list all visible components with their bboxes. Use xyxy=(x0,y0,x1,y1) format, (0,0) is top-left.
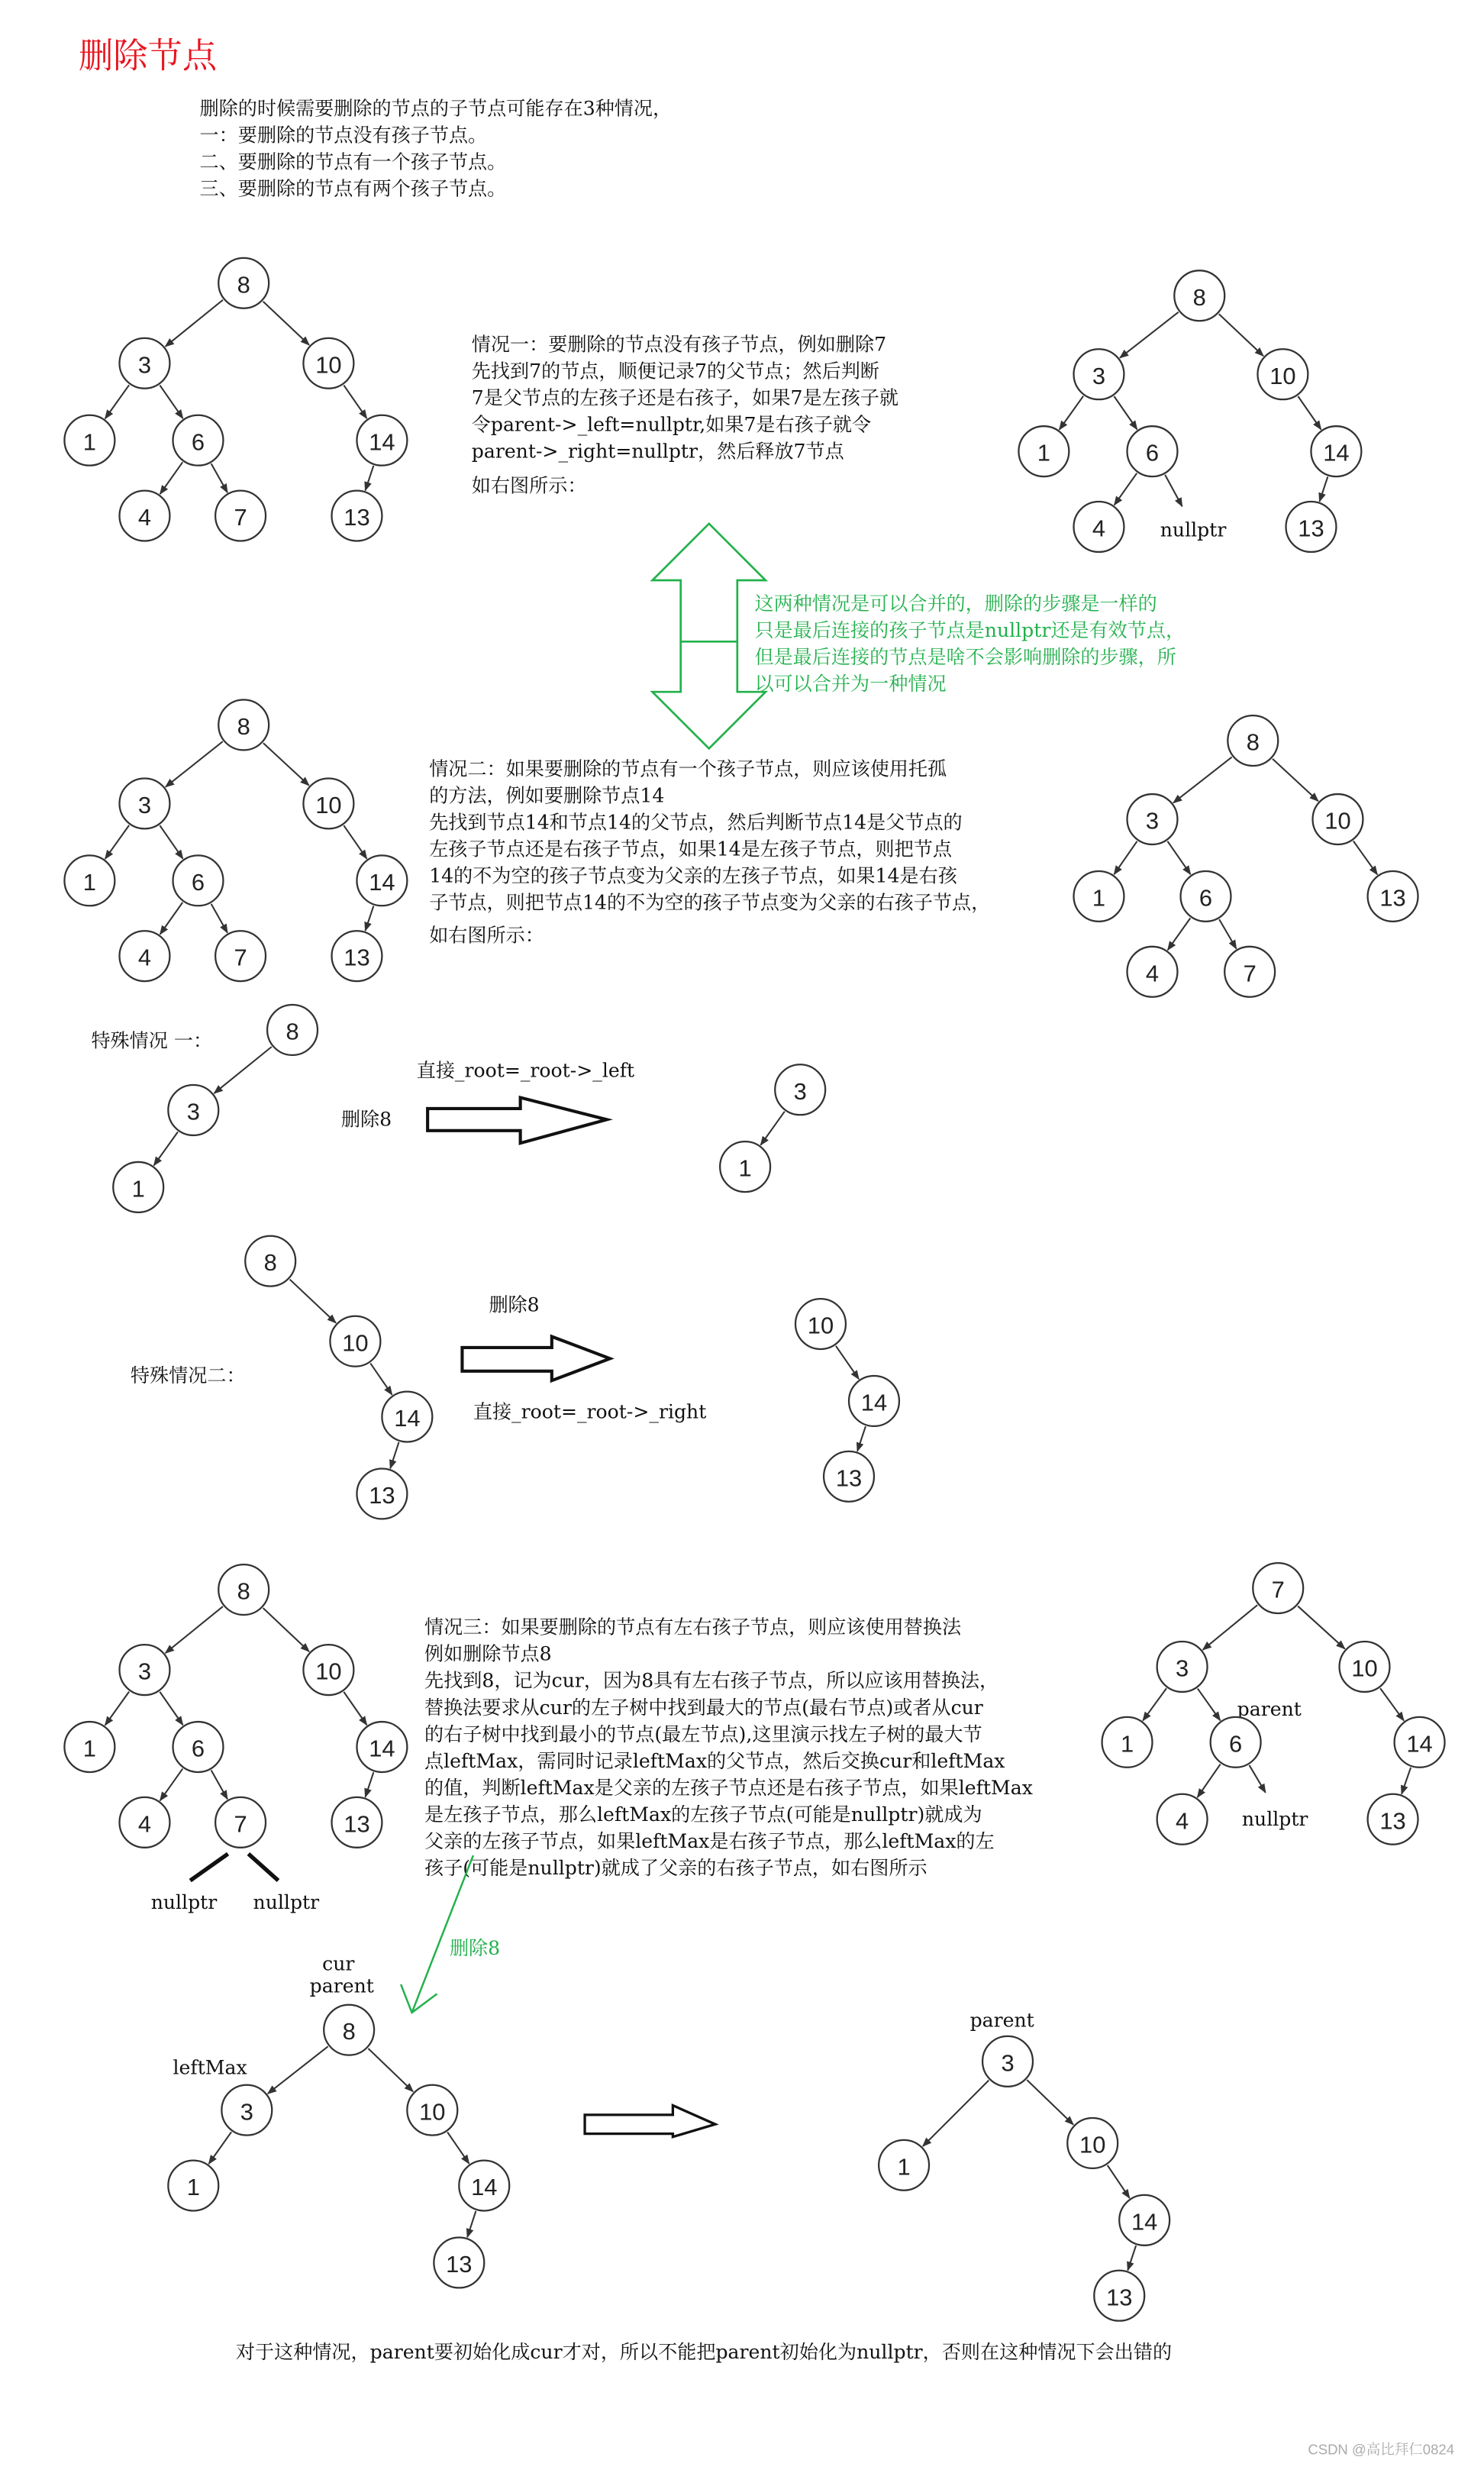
tree-edge xyxy=(263,1608,309,1651)
tree-edge xyxy=(366,1772,374,1797)
intro-line: 删除的时候需要删除的节点的子节点可能存在3种情况， xyxy=(199,97,673,120)
tree-node-value: 3 xyxy=(186,1098,200,1125)
tree-node xyxy=(1074,502,1124,552)
tree-edge xyxy=(1128,2245,1136,2270)
tree-node-value: 7 xyxy=(1243,960,1257,987)
leftmax-label: leftMax xyxy=(173,2056,247,2079)
tree-node-value: 10 xyxy=(315,791,342,818)
tree-node-value: 13 xyxy=(446,2251,473,2278)
merge-note-line: 只是最后连接的孩子节点是nullptr还是有效节点， xyxy=(754,619,1186,642)
tree-node xyxy=(1074,349,1124,399)
tree-node xyxy=(382,1392,432,1442)
tree-node-value: 4 xyxy=(1092,515,1106,542)
tree-node-value: 8 xyxy=(237,1577,250,1605)
null-child-strokes-icon xyxy=(190,1854,278,1881)
tree-node-value: 1 xyxy=(1037,439,1050,467)
tree-edge xyxy=(344,825,366,858)
tree-node xyxy=(303,1645,353,1695)
tree-node xyxy=(267,1005,318,1055)
nullptr-label: nullptr xyxy=(150,1891,218,1914)
tree-node-value: 1 xyxy=(1120,1730,1134,1758)
tree-edge xyxy=(1298,396,1321,429)
tree-node xyxy=(332,491,382,541)
tree-node-value: 8 xyxy=(286,1018,299,1045)
special1-label: 特殊情况 一： xyxy=(91,1029,213,1052)
tree-node xyxy=(1228,715,1278,766)
tree-node-value: 10 xyxy=(1351,1655,1378,1682)
merge-note-line: 但是最后连接的节点是啥不会影响删除的步骤，所 xyxy=(754,646,1176,669)
tree-node-value: 4 xyxy=(137,1810,152,1838)
tree-edge xyxy=(105,825,129,859)
tree-edge xyxy=(344,1692,366,1725)
tree-node xyxy=(120,778,170,828)
tree-edge xyxy=(268,2046,328,2094)
tree-node-value: 14 xyxy=(369,428,395,456)
tree-node-value: 13 xyxy=(1298,515,1324,542)
tree-edge xyxy=(390,1442,398,1468)
tree-edge xyxy=(1027,2080,1073,2125)
case3-text-line: 情况三：如果要删除的节点有左右孩子节点，则应该使用替换法 xyxy=(424,1616,962,1638)
tree-node xyxy=(1157,1794,1208,1845)
case1-text-line: 先找到7的节点，顺便记录7的父节点；然后判断 xyxy=(471,360,879,383)
tree-node-value: 6 xyxy=(1198,884,1213,912)
tree-case2-after xyxy=(1074,715,1418,997)
case3-text-line: 先找到8，记为cur，因为8具有左右孩子节点，所以应该用替换法， xyxy=(424,1669,999,1692)
tree-node xyxy=(120,338,170,389)
tree-node-value: 7 xyxy=(1271,1576,1285,1603)
tree-node-value: 13 xyxy=(344,504,370,531)
page-title: 删除节点 xyxy=(78,35,218,76)
tree-node xyxy=(1211,1717,1261,1768)
tree-edge xyxy=(160,386,182,418)
case2-text-line: 子节点，则把节点14的不为空的孩子节点变为父亲的右孩子节点， xyxy=(429,891,991,914)
tree-edge xyxy=(160,902,183,935)
special1-arrow-icon xyxy=(427,1098,607,1144)
case1-text-line: parent->_right=nullptr，然后释放7节点 xyxy=(471,440,844,463)
tree-node xyxy=(332,1797,382,1848)
tree-node-value: 10 xyxy=(342,1329,369,1357)
tree-node-value: 3 xyxy=(1145,807,1160,835)
tree-node xyxy=(168,1085,218,1135)
case2-text-line: 左孩子节点还是右孩子节点，如果14是左孩子节点，则把节点 xyxy=(429,838,952,860)
special1-code: 直接_root=_root->_left xyxy=(416,1059,635,1082)
tree-node xyxy=(824,1451,874,1502)
tree-node xyxy=(1128,794,1178,844)
parent-label: parent xyxy=(309,1974,374,1997)
tree-edge xyxy=(1165,475,1182,506)
footer-note: 对于这种情况，parent要初始化成cur才对，所以不能把parent初始化为nullptr，否则在这种情况下会出错的 xyxy=(235,2341,1173,2364)
tree-edge xyxy=(857,1426,866,1451)
tree-edge xyxy=(447,2132,469,2164)
tree-node xyxy=(64,855,115,906)
merge-note-line: 以可以合并为一种情况 xyxy=(754,673,947,696)
nullptr-label: nullptr xyxy=(1160,518,1227,541)
special2-action: 删除8 xyxy=(489,1293,540,1316)
tree-node-value: 7 xyxy=(234,944,247,971)
tree-node-value: 8 xyxy=(1192,283,1206,311)
tree-edge xyxy=(154,1132,178,1165)
tree-node-value: 3 xyxy=(1092,362,1106,389)
tree-node xyxy=(459,2161,509,2211)
tree-node xyxy=(120,1645,170,1695)
tree-node xyxy=(215,491,266,541)
merge-note-line: 这两种情况是可以合并的，删除的步骤是一样的 xyxy=(754,592,1157,615)
tree-edge xyxy=(290,1280,336,1323)
tree-node-value: 8 xyxy=(237,713,250,741)
tree-node xyxy=(407,2085,457,2136)
tree-node xyxy=(1157,1642,1208,1692)
tree-node-value: 6 xyxy=(1145,439,1160,467)
tree-node-value: 3 xyxy=(137,791,152,818)
tree-node-value: 10 xyxy=(1079,2131,1106,2158)
special2-code: 直接_root=_root->_right xyxy=(473,1400,707,1423)
tree-node-value: 4 xyxy=(137,944,152,971)
tree-node xyxy=(303,778,353,828)
tree-edge xyxy=(1143,1688,1166,1720)
tree-edge xyxy=(370,1364,392,1395)
intro-line: 三、要删除的节点有两个孩子节点。 xyxy=(199,177,507,200)
tree-edge xyxy=(1120,312,1179,358)
tree-node-value: 4 xyxy=(1176,1807,1189,1835)
tree-edge xyxy=(1402,1768,1411,1794)
tree-node-value: 10 xyxy=(315,351,342,379)
tree-node-value: 6 xyxy=(191,428,205,456)
case3-text-line: 的值，判断leftMax是父亲的左孩子节点还是右孩子节点，如果leftMax xyxy=(424,1776,1033,1799)
case1-text-line: 7是父节点的左孩子还是右孩子，如果7是左孩子就 xyxy=(471,386,899,409)
tree-edge xyxy=(923,2081,989,2146)
tree-node-value: 3 xyxy=(137,1658,152,1685)
tree-node xyxy=(215,931,266,981)
tree-edge xyxy=(209,2132,232,2164)
tree-edge xyxy=(160,825,182,858)
tree-node-value: 14 xyxy=(369,868,395,896)
tree-edge xyxy=(166,1606,223,1653)
tree-edge xyxy=(166,300,223,347)
case3-action-label: 删除8 xyxy=(449,1936,501,1959)
tree-node-value: 3 xyxy=(1001,2049,1015,2077)
tree-node-value: 8 xyxy=(263,1249,277,1277)
tree-node xyxy=(173,1722,224,1772)
tree-edge xyxy=(263,302,309,345)
tree-node xyxy=(434,2238,484,2288)
tree-node xyxy=(982,2036,1033,2087)
tree-node xyxy=(64,1722,115,1772)
tree-node xyxy=(1119,2195,1169,2245)
case3-text-line: 的右子树中找到最小的节点(最左节点),这里演示找左子树的最大节 xyxy=(424,1722,982,1745)
tree-node xyxy=(120,1797,170,1848)
tree-node-value: 10 xyxy=(1324,807,1351,835)
tree-node-value: 1 xyxy=(82,868,96,896)
special2-arrow-icon xyxy=(462,1337,610,1381)
tree-node-value: 1 xyxy=(186,2174,200,2201)
tree-node-value: 4 xyxy=(137,504,152,531)
tree-edge xyxy=(1219,919,1236,948)
merge-double-arrow-icon xyxy=(653,524,766,748)
tree-edge xyxy=(211,1771,227,1800)
case3-text-line: 孩子(可能是nullptr)就成了父亲的右孩子节点，如右图所示 xyxy=(424,1856,928,1879)
tree-node xyxy=(173,415,224,466)
tree-edge xyxy=(344,386,366,418)
tree-edge xyxy=(105,1692,129,1726)
tree-node xyxy=(218,700,269,751)
tree-node xyxy=(1395,1717,1445,1768)
tree-edge xyxy=(1198,1764,1221,1797)
tree-node-value: 4 xyxy=(1145,960,1160,987)
tree-node xyxy=(1368,871,1418,922)
tree-node xyxy=(775,1064,825,1115)
tree-node-value: 8 xyxy=(237,271,250,299)
tree-node-value: 14 xyxy=(369,1735,395,1762)
case3-text-line: 父亲的左孩子节点，如果leftMax是右孩子节点，那么leftMax的左 xyxy=(424,1829,995,1852)
parent-label: parent xyxy=(1237,1697,1302,1720)
tree-edge xyxy=(215,1047,272,1093)
tree-node-value: 10 xyxy=(1269,362,1296,389)
tree-node-value: 1 xyxy=(131,1175,145,1203)
tree-node xyxy=(113,1162,163,1212)
tree-edge xyxy=(211,463,227,492)
tree-node-value: 13 xyxy=(344,1810,370,1838)
tree-edge xyxy=(1168,918,1191,950)
tree-node xyxy=(330,1316,380,1367)
case3-arrow-icon xyxy=(585,2106,715,2137)
tree-node xyxy=(795,1299,846,1349)
tree-node xyxy=(120,491,170,541)
case2-text-line: 的方法，例如要删除节点14 xyxy=(429,784,665,807)
tree-node xyxy=(221,2085,272,2136)
tree-node-value: 6 xyxy=(191,868,205,896)
tree-node-value: 13 xyxy=(344,944,370,971)
watermark: CSDN @高比拜仁0824 xyxy=(1308,2441,1455,2458)
tree-edge xyxy=(836,1346,859,1379)
tree-node-value: 1 xyxy=(897,2153,911,2181)
intro-line: 一：要删除的节点没有孩子节点。 xyxy=(199,124,488,147)
special1-action: 删除8 xyxy=(340,1108,392,1131)
tree-node-value: 3 xyxy=(137,351,152,379)
tree-node xyxy=(1174,270,1224,321)
tree-node xyxy=(1067,2118,1118,2168)
tree-edge xyxy=(1203,1605,1257,1650)
tree-case3-result xyxy=(879,2036,1169,2321)
tree-node-value: 14 xyxy=(394,1405,421,1432)
tree-edge xyxy=(1167,841,1190,874)
tree-node xyxy=(1128,426,1178,476)
case3-text-line: 替换法要求从cur的左子树中找到最大的节点(最右节点)或者从cur xyxy=(424,1696,983,1719)
tree-node-value: 3 xyxy=(793,1077,807,1105)
tree-edge xyxy=(366,906,374,931)
case2-text-line: 如右图所示： xyxy=(429,924,544,947)
tree-edge xyxy=(1320,476,1328,501)
tree-edge xyxy=(1298,1606,1344,1649)
tree-node xyxy=(356,415,407,466)
tree-node-value: 13 xyxy=(1379,884,1406,912)
tree-edge xyxy=(368,2049,413,2091)
tree-node-value: 7 xyxy=(234,1810,247,1838)
tree-node xyxy=(1018,426,1069,476)
tree-node xyxy=(324,2005,374,2055)
tree-edge xyxy=(760,1112,784,1145)
case2-text-line: 14的不为空的孩子节点变为父亲的左孩子节点，如果14是右孩 xyxy=(429,864,957,887)
tree-node-value: 13 xyxy=(369,1482,395,1509)
tree-node xyxy=(720,1141,770,1192)
tree-node-value: 8 xyxy=(1246,728,1260,756)
tree-node-value: 10 xyxy=(315,1658,342,1685)
tree-node xyxy=(356,855,407,906)
tree-edge xyxy=(1173,757,1232,803)
nullptr-label: nullptr xyxy=(1241,1807,1308,1830)
tree-special2-before xyxy=(245,1236,432,1519)
tree-node-value: 14 xyxy=(1406,1730,1433,1758)
intro-line: 二、要删除的节点有一个孩子节点。 xyxy=(199,150,507,173)
tree-node-value: 7 xyxy=(234,504,247,531)
tree-node xyxy=(1094,2271,1144,2321)
tree-edge xyxy=(166,741,223,786)
tree-edge xyxy=(211,904,227,933)
tree-node-value: 6 xyxy=(191,1735,205,1762)
tree-node-value: 3 xyxy=(1176,1655,1189,1682)
tree-case1-after xyxy=(1018,270,1361,552)
tree-case1-before xyxy=(64,258,407,541)
tree-edge xyxy=(1250,1765,1266,1793)
tree-edge xyxy=(366,466,374,490)
case2-text-line: 情况二：如果要删除的节点有一个孩子节点，则应该使用托孤 xyxy=(429,757,947,780)
tree-edge xyxy=(1114,396,1137,429)
tree-edge xyxy=(160,1769,183,1801)
tree-node xyxy=(168,2161,218,2211)
nullptr-label: nullptr xyxy=(253,1891,320,1914)
tree-edge xyxy=(1198,1689,1221,1721)
tree-node xyxy=(356,1469,407,1519)
tree-node-value: 1 xyxy=(82,1735,96,1762)
tree-node xyxy=(1224,947,1275,997)
tree-node-value: 13 xyxy=(1106,2284,1133,2311)
tree-node xyxy=(218,1564,269,1615)
tree-special1-after xyxy=(720,1064,825,1192)
tree-node xyxy=(1181,871,1231,922)
tree-node-value: 6 xyxy=(1229,1730,1243,1758)
tree-node xyxy=(303,338,353,389)
tree-node xyxy=(1368,1794,1418,1845)
tree-node-value: 3 xyxy=(240,2098,253,2126)
tree-node-value: 1 xyxy=(1092,884,1106,912)
tree-node xyxy=(64,415,115,466)
tree-node xyxy=(1128,947,1178,997)
tree-node xyxy=(215,1797,266,1848)
tree-edge xyxy=(1380,1688,1404,1720)
tree-node xyxy=(173,855,224,906)
case3-text-line: 例如删除节点8 xyxy=(424,1642,552,1665)
cur-label: cur xyxy=(322,1952,355,1975)
tree-node-value: 14 xyxy=(1323,439,1350,467)
tree-node-value: 8 xyxy=(342,2018,356,2045)
case1-text-line: 如右图所示： xyxy=(471,474,587,497)
case3-green-pointer-icon xyxy=(401,1855,473,2013)
tree-edge xyxy=(263,743,309,785)
special2-label: 特殊情况二： xyxy=(130,1364,246,1387)
tree-node xyxy=(1340,1642,1390,1692)
tree-edge xyxy=(1115,473,1137,505)
tree-edge xyxy=(105,385,129,418)
tree-case3-before xyxy=(64,1564,407,1848)
tree-node-value: 14 xyxy=(1131,2208,1158,2236)
parent-label: parent xyxy=(969,2009,1034,2032)
case1-text-line: 令parent->_left=nullptr,如果7是右孩子就令 xyxy=(471,413,872,436)
tree-node-value: 10 xyxy=(807,1312,834,1339)
tree-case3-swap xyxy=(168,2005,509,2288)
tree-edge xyxy=(160,462,183,494)
tree-node xyxy=(1257,349,1308,399)
tree-node xyxy=(1102,1717,1153,1768)
tree-node xyxy=(356,1722,407,1772)
case3-text-line: 点leftMax，需同时记录leftMax的父节点，然后交换cur和leftMax xyxy=(424,1749,1005,1772)
tree-node-value: 10 xyxy=(419,2098,446,2126)
tree-node xyxy=(849,1376,899,1426)
tree-node xyxy=(218,258,269,308)
tree-edge xyxy=(1219,314,1263,356)
tree-edge xyxy=(1114,841,1137,874)
tree-node-value: 14 xyxy=(860,1389,888,1416)
tree-node-value: 13 xyxy=(1379,1807,1406,1835)
tree-node-value: 14 xyxy=(471,2174,498,2201)
tree-node xyxy=(1253,1563,1303,1613)
case2-text-line: 先找到节点14和节点14的父节点，然后判断节点14是父节点的 xyxy=(429,811,963,834)
tree-edge xyxy=(1273,759,1318,801)
tree-node-value: 1 xyxy=(738,1154,752,1182)
tree-node xyxy=(1313,794,1363,844)
tree-node-value: 1 xyxy=(82,428,96,456)
tree-node xyxy=(1074,871,1124,922)
case1-text-line: 情况一：要删除的节点没有孩子节点，例如删除7 xyxy=(471,333,887,356)
tree-node xyxy=(245,1236,295,1287)
tree-node xyxy=(1311,426,1361,476)
case3-text-line: 是左孩子节点，那么leftMax的左孩子节点(可能是nullptr)就成为 xyxy=(424,1803,982,1826)
tree-edge xyxy=(1060,396,1083,430)
tree-node-value: 13 xyxy=(835,1464,863,1492)
tree-edge xyxy=(1353,841,1377,875)
tree-edge xyxy=(467,2211,476,2237)
tree-node xyxy=(879,2140,929,2191)
tree-node xyxy=(332,931,382,981)
tree-node xyxy=(1286,502,1337,552)
tree-edge xyxy=(160,1692,182,1725)
tree-edge xyxy=(1108,2165,1130,2198)
tree-case2-before xyxy=(64,700,407,982)
tree-node xyxy=(120,931,170,981)
tree-special2-after xyxy=(795,1299,899,1502)
